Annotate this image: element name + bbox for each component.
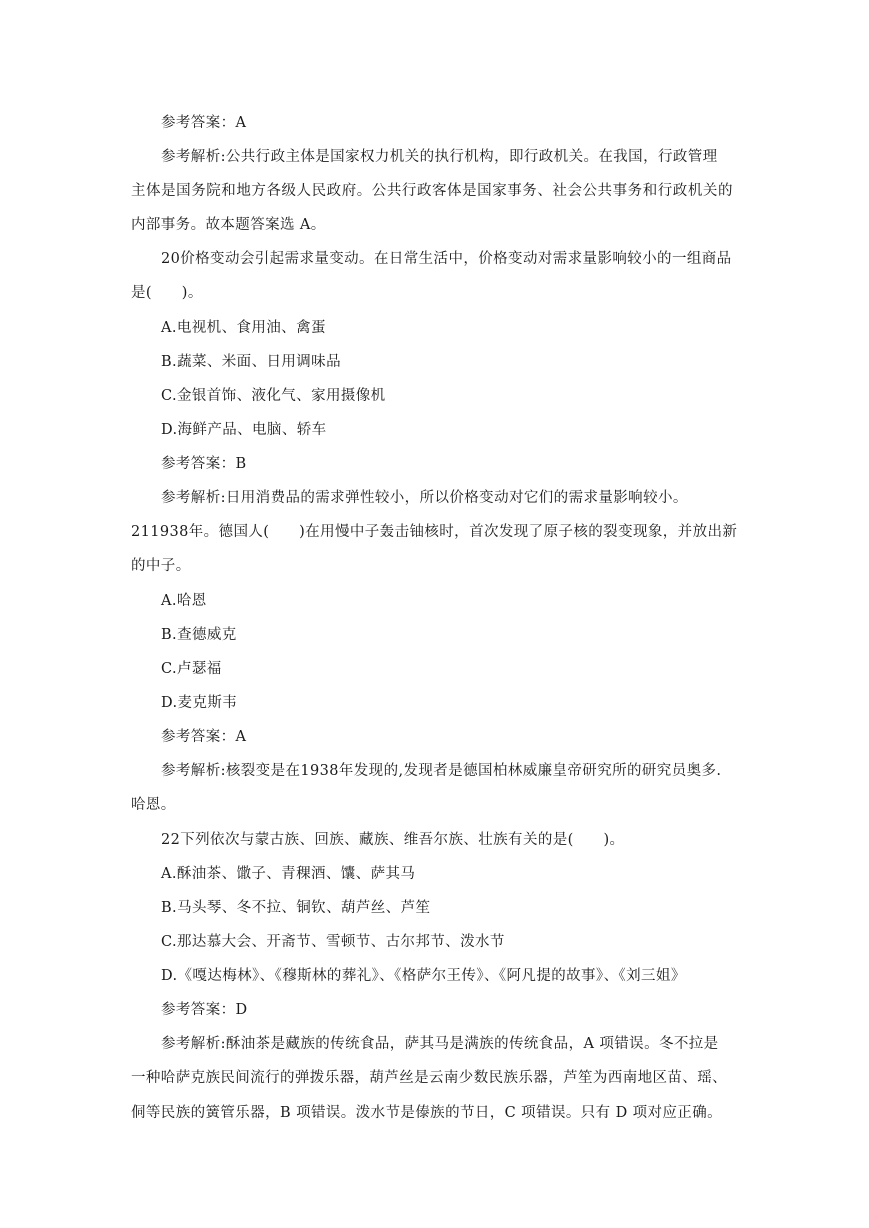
q20-option-b: B.蔬菜、米面、日用调味品 bbox=[161, 354, 341, 370]
q21-analysis-line-2: 哈恩。 bbox=[131, 797, 176, 813]
q20-question-line-2: 是( )。 bbox=[131, 285, 203, 301]
q21-option-c: C.卢瑟福 bbox=[161, 661, 222, 677]
q22-option-b: B.马头琴、冬不拉、铜钦、葫芦丝、芦笙 bbox=[161, 900, 431, 916]
q22-analysis-line-3: 侗等民族的簧管乐器，B 项错误。泼水节是傣族的节日，C 项错误。只有 D 项对应正确。 bbox=[131, 1105, 723, 1121]
q20-answer: 参考答案：B bbox=[161, 456, 247, 472]
q22-option-a: A.酥油茶、馓子、青稞酒、馕、萨其马 bbox=[161, 866, 416, 882]
q22-option-c: C.那达慕大会、开斋节、雪顿节、古尔邦节、泼水节 bbox=[161, 934, 505, 950]
q19-answer: 参考答案：A bbox=[161, 115, 247, 131]
q21-answer: 参考答案：A bbox=[161, 729, 247, 745]
q21-option-a: A.哈恩 bbox=[161, 593, 207, 609]
q22-answer: 参考答案：D bbox=[161, 1002, 248, 1018]
q19-analysis-line-2: 主体是国务院和地方各级人民政府。公共行政客体是国家事务、社会公共事务和行政机关的 bbox=[131, 183, 733, 199]
q19-analysis-line-3: 内部事务。故本题答案选 A。 bbox=[131, 217, 326, 233]
q21-question-line-2: 的中子。 bbox=[131, 558, 191, 574]
q20-option-c: C.金银首饰、液化气、家用摄像机 bbox=[161, 388, 386, 404]
q20-option-d: D.海鲜产品、电脑、轿车 bbox=[161, 422, 327, 438]
q21-option-b: B.查德威克 bbox=[161, 627, 237, 643]
q22-option-d: D.《嘎达梅林》、《穆斯林的葬礼》、《格萨尔王传》、《阿凡提的故事》、《刘三姐》 bbox=[161, 968, 686, 984]
q21-analysis-line-1: 参考解析:核裂变是在1938年发现的,发现者是德国柏林威廉皇帝研究所的研究员奥多. bbox=[161, 763, 722, 779]
q22-question: 22下列依次与蒙古族、回族、藏族、维吾尔族、壮族有关的是( )。 bbox=[161, 832, 625, 848]
q22-analysis-line-2: 一种哈萨克族民间流行的弹拨乐器，葫芦丝是云南少数民族乐器，芦笙为西南地区苗、瑶、 bbox=[131, 1070, 727, 1086]
q21-option-d: D.麦克斯韦 bbox=[161, 695, 238, 711]
q20-option-a: A.电视机、食用油、禽蛋 bbox=[161, 320, 326, 336]
q20-analysis: 参考解析:日用消费品的需求弹性较小，所以价格变动对它们的需求量影响较小。 bbox=[161, 490, 688, 506]
q21-question-line-1: 211938年。德国人( )在用慢中子轰击铀核时，首次发现了原子核的裂变现象，并放出新 bbox=[131, 524, 738, 540]
q19-analysis-line-1: 参考解析:公共行政主体是国家权力机关的执行机构，即行政机关。在我国，行政管理 bbox=[161, 149, 718, 165]
q20-question-line-1: 20价格变动会引起需求量变动。在日常生活中，价格变动对需求量影响较小的一组商品 bbox=[161, 251, 732, 267]
q22-analysis-line-1: 参考解析:酥油茶是藏族的传统食品，萨其马是满族的传统食品，A 项错误。冬不拉是 bbox=[161, 1036, 719, 1052]
